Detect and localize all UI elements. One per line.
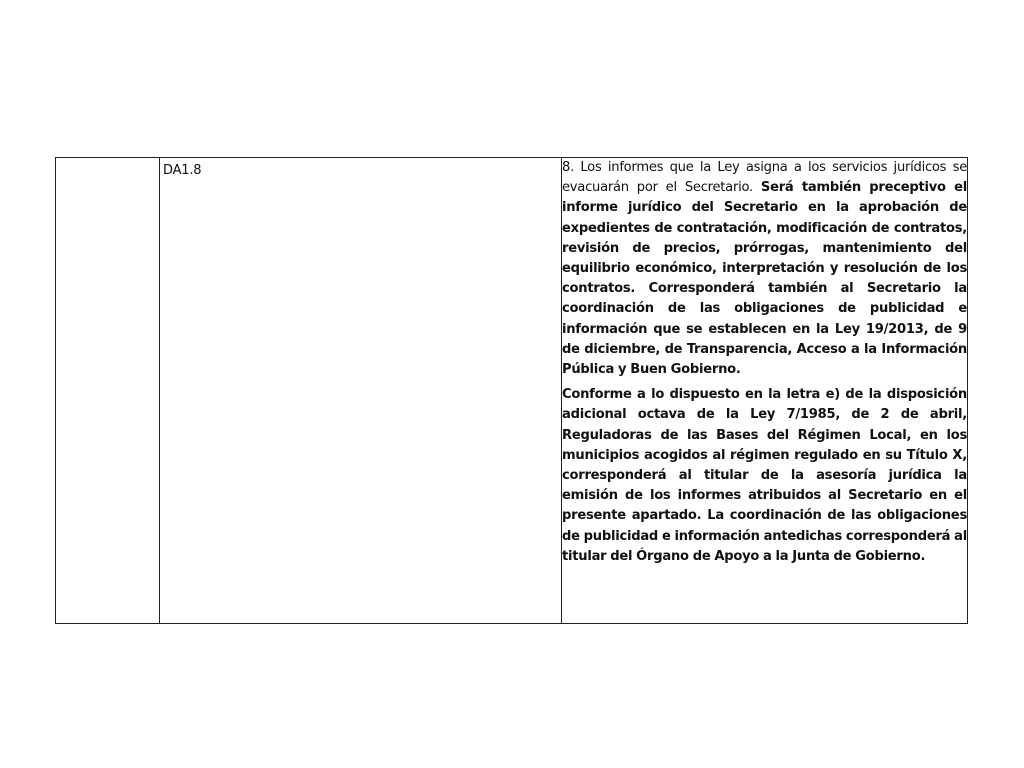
document-table [55, 157, 968, 624]
empty-cell [56, 158, 160, 624]
reference-code: DA1.8 [163, 163, 202, 178]
reference-cell [160, 158, 562, 624]
paragraph-2: Conforme a lo dispuesto en la letra e) de la disposición adicional octava de la Ley 7/1985, de 2 de abril, Reguladoras de las Bases del Régimen Local, en los municipios acogidos al régimen regulado en su Título X, corresponderá al titular de la asesoría jurídica la emisión de los informes atribuidos al Secretario en el presente apartado. La coordinación de las obligaciones de publicidad e información antedichas corresponderá al titular del Órgano de Apoyo a la Junta de Gobierno. [562, 387, 967, 564]
paragraph-1-bold-text: Será también preceptivo el informe jurídico del Secretario en la aprobación de expedientes de contratación, modificación de contratos, revisión de precios, prórrogas, mantenimiento del equilibrio económico, interpretación y resolución de los contratos. Corresponderá también al Secretario la coordinación de las obligaciones de publicidad e información que se establecen en la Ley 19/2013, de 9 de diciembre, de Transparencia, Acceso a la Información Pública y Buen Gobierno. [562, 180, 967, 378]
paragraph-1-regular-text: 8. Los informes que la Ley asigna a los servicios jurídicos se evacuarán por el Secretario. [562, 160, 967, 196]
paragraph-1 [562, 158, 967, 380]
legal-text-cell [562, 158, 968, 624]
table-row [56, 158, 968, 624]
